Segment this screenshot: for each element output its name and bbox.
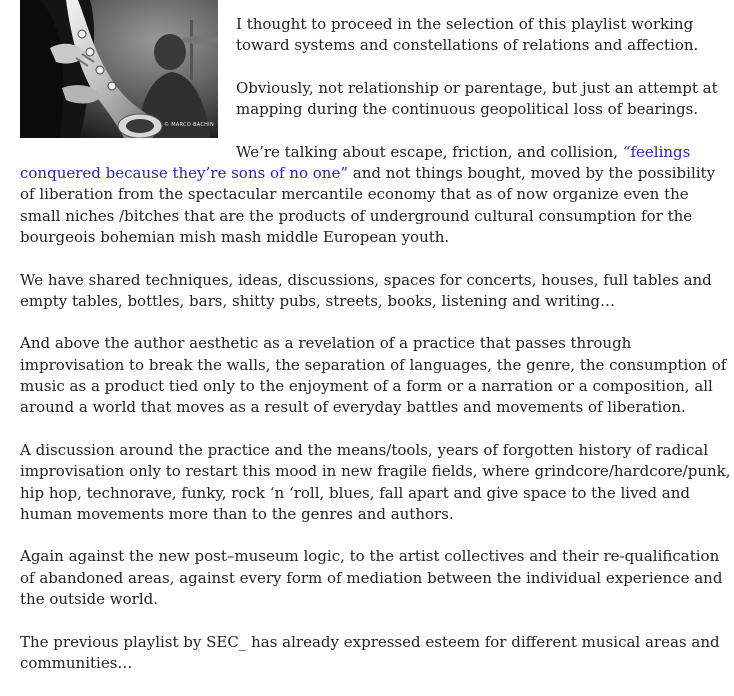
photo-credit: © MARCO BACHIN (164, 121, 214, 128)
paragraph-4: We have shared techniques, ideas, discussions, spaces for concerts, houses, full tables and empty tables, bottles, bars, shitty pubs, streets, books, listening and writing… (20, 270, 712, 310)
paragraph-3 (20, 142, 732, 248)
quote-link[interactable]: “feelings conquered because they’re sons of no one” (20, 142, 691, 183)
paragraph-3-rest: and not things bought, moved by the possibility of liberation from the spectacular mercantile economy that as of now organize even the small niches /bitches that are the products of underground cultural consumption for the bourgeois bohemian mish mash middle European youth. (20, 164, 716, 246)
paragraph-6: A discussion around the practice and the means/tools, years of forgotten history of radical improvisation only to restart this mood in new fragile fields, where grindcore/hardcore/punk, hip hop, technorave, funky, rock ‘n ‘roll, blues, fall apart and give space to the lived and human movements more than to the genres and authors. (20, 440, 731, 523)
saxophone-photo (20, 0, 218, 138)
paragraph-3-lead: We’re talking about escape, friction, and collision, (236, 142, 623, 161)
paragraph-8: The previous playlist by SEC_ has already expressed esteem for different musical areas and communities… (20, 632, 720, 672)
paragraph-2: Obviously, not relationship or parentage, but just an attempt at mapping during the continuous geopolitical loss of bearings. (236, 78, 718, 119)
article-body (20, 14, 732, 696)
paragraph-5: And above the author aesthetic as a revelation of a practice that passes through improvisation to break the walls, the separation of languages, the genre, the consumption of music as a product tied only to the enjoyment of a form or a narration or a composition, all around a world that moves as a result of everyday battles and movements of liberation. (20, 334, 727, 417)
paragraph-1: I thought to proceed in the selection of this playlist working toward systems and constellations of relations and affection. (236, 15, 699, 55)
paragraph-7: Again against the new post–museum logic, to the artist collectives and their re-qualification of abandoned areas, against every form of mediation between the individual experience and the outside world. (20, 547, 723, 609)
